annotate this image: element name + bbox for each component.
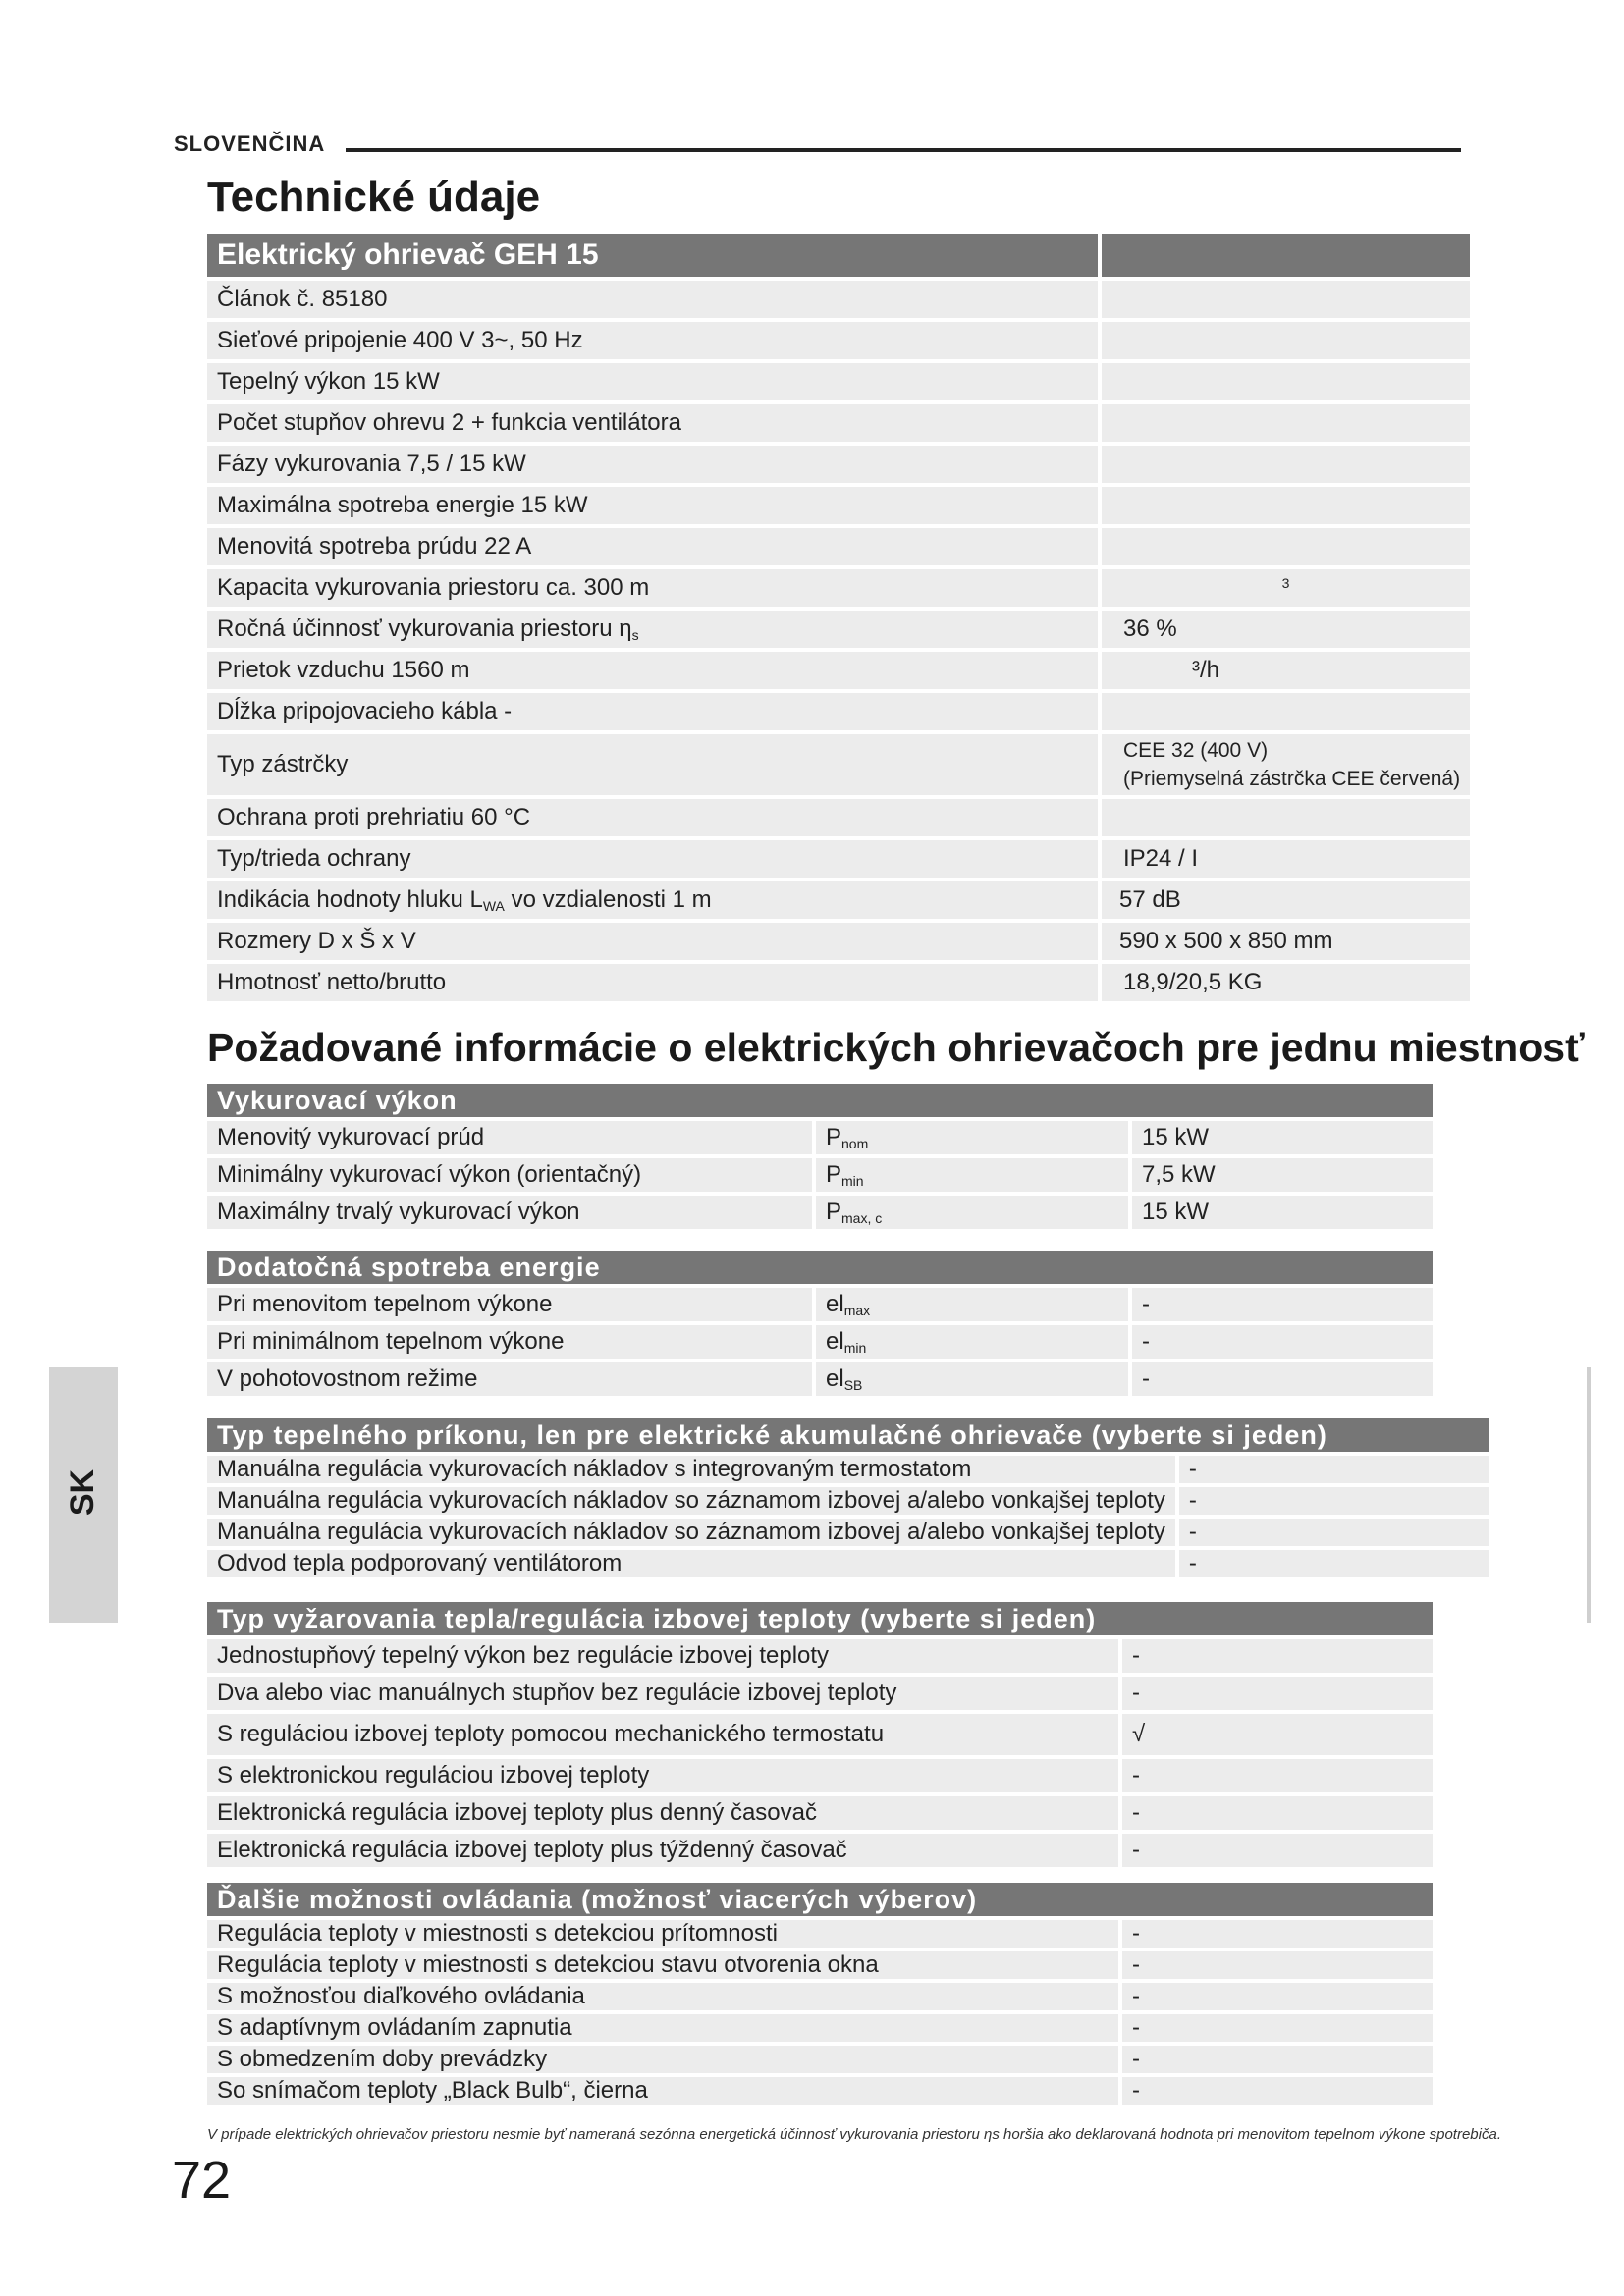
heat-input-type-table <box>207 1418 1489 1581</box>
table-row <box>207 1158 1433 1196</box>
table-row <box>207 1325 1433 1362</box>
table-header-title: Elektrický ohrievač GEH 15 <box>207 234 1098 281</box>
row-value: - <box>1128 1288 1433 1325</box>
table-row <box>207 1714 1433 1759</box>
row-value: - <box>1175 1456 1489 1487</box>
row-label: S adaptívnym ovládaním zapnutia <box>207 2014 1118 2046</box>
table-row <box>207 1196 1433 1233</box>
symbol-subscript: min <box>843 1340 867 1356</box>
table-row <box>207 1288 1433 1325</box>
row-symbol <box>812 1325 1128 1362</box>
heat-input-type-header <box>207 1418 1489 1456</box>
table-row <box>207 1487 1489 1519</box>
check-mark-icon: √ <box>1118 1714 1433 1759</box>
table-row <box>207 487 1470 528</box>
table-row <box>207 652 1470 693</box>
row-label: Regulácia teploty v miestnosti s detekciou prítomnosti <box>207 1920 1118 1951</box>
row-value <box>1098 487 1470 528</box>
table-row <box>207 281 1470 322</box>
row-value: IP24 / I <box>1098 840 1470 881</box>
row-label-text: Ročná účinnosť vykurovania priestoru η <box>217 615 632 642</box>
row-label: Manuálna regulácia vykurovacích nákladov so záznamom izbovej a/alebo vonkajšej teploty <box>207 1487 1175 1519</box>
row-label: Regulácia teploty v miestnosti s detekciou stavu otvorenia okna <box>207 1951 1118 1983</box>
table-row <box>207 569 1470 611</box>
row-label: Tepelný výkon 15 kW <box>207 363 1098 404</box>
aux-consumption-table <box>207 1251 1433 1400</box>
row-value: - <box>1175 1519 1489 1550</box>
row-symbol <box>812 1362 1128 1400</box>
row-symbol <box>812 1121 1128 1158</box>
row-value: - <box>1118 2046 1433 2077</box>
row-value: 15 kW <box>1128 1196 1433 1233</box>
language-side-tab-label <box>49 1463 118 1522</box>
row-value: 590 x 500 x 850 mm <box>1098 923 1470 964</box>
row-value: - <box>1128 1325 1433 1362</box>
row-label: Menovitá spotreba prúdu 22 A <box>207 528 1098 569</box>
row-label: Dĺžka pripojovacieho kábla - <box>207 693 1098 734</box>
row-value: 3 <box>1098 569 1470 611</box>
symbol-subscript: SB <box>843 1377 863 1393</box>
other-control-options-table <box>207 1883 1433 2109</box>
table-row <box>207 322 1470 363</box>
row-value <box>1098 799 1470 840</box>
row-label: Typ zástrčky <box>207 734 1098 799</box>
symbol-text: P <box>826 1124 842 1150</box>
table-header-title: Vykurovací výkon <box>207 1084 1433 1121</box>
section-title-technical: Technické údaje <box>207 173 541 221</box>
table-row <box>207 1639 1433 1677</box>
symbol-text: P <box>826 1199 842 1225</box>
row-value <box>1098 734 1470 799</box>
row-label: Elektronická regulácia izbovej teploty plus denný časovač <box>207 1796 1118 1834</box>
row-value <box>1098 404 1470 446</box>
row-value: ³/h <box>1098 652 1470 693</box>
row-value: 7,5 kW <box>1128 1158 1433 1196</box>
row-label: Manuálna regulácia vykurovacích nákladov so záznamom izbovej a/alebo vonkajšej teploty <box>207 1519 1175 1550</box>
row-value: 15 kW <box>1128 1121 1433 1158</box>
table-row <box>207 2077 1433 2109</box>
row-symbol <box>812 1288 1128 1325</box>
symbol-subscript: max <box>843 1303 871 1318</box>
row-value: - <box>1118 1759 1433 1796</box>
row-value <box>1098 322 1470 363</box>
row-value: - <box>1118 1796 1433 1834</box>
table-header-empty <box>1098 234 1470 281</box>
right-margin-line <box>1587 1367 1591 1623</box>
room-temp-control-table <box>207 1602 1433 1871</box>
table-row <box>207 923 1470 964</box>
row-label: S obmedzením doby prevádzky <box>207 2046 1118 2077</box>
row-label: V pohotovostnom režime <box>207 1362 812 1400</box>
table-row <box>207 693 1470 734</box>
room-temp-control-header <box>207 1602 1433 1639</box>
row-label: Minimálny vykurovací výkon (orientačný) <box>207 1158 812 1196</box>
table-row <box>207 1759 1433 1796</box>
table-row <box>207 1362 1433 1400</box>
row-value: - <box>1118 2014 1433 2046</box>
row-label: Dva alebo viac manuálnych stupňov bez regulácie izbovej teploty <box>207 1677 1118 1714</box>
symbol-text: P <box>826 1161 842 1188</box>
heating-output-header <box>207 1084 1433 1121</box>
other-control-options-header <box>207 1883 1433 1920</box>
table-row <box>207 964 1470 1005</box>
table-row <box>207 799 1470 840</box>
row-value: - <box>1118 1639 1433 1677</box>
row-label: Pri minimálnom tepelnom výkone <box>207 1325 812 1362</box>
row-value: 18,9/20,5 KG <box>1098 964 1470 1005</box>
table-header-title: Ďalšie možnosti ovládania (možnosť viacerých výberov) <box>207 1883 1433 1920</box>
table-row <box>207 363 1470 404</box>
table-row <box>207 1920 1433 1951</box>
row-label: Odvod tepla podporovaný ventilátorom <box>207 1550 1175 1581</box>
symbol-text: el <box>826 1291 844 1317</box>
row-label-subscript: s <box>631 627 639 643</box>
symbol-text: el <box>826 1328 844 1355</box>
table-row <box>207 611 1470 652</box>
row-label: Menovitý vykurovací prúd <box>207 1121 812 1158</box>
row-value: - <box>1118 1920 1433 1951</box>
heating-output-table <box>207 1084 1433 1233</box>
symbol-text: el <box>826 1365 844 1392</box>
symbol-subscript: min <box>841 1173 864 1189</box>
row-label: Ochrana proti prehriatiu 60 °C <box>207 799 1098 840</box>
table-row <box>207 881 1470 923</box>
row-value: - <box>1175 1487 1489 1519</box>
symbol-subscript: nom <box>841 1136 869 1151</box>
row-value: - <box>1118 1951 1433 1983</box>
row-label-subscript: WA <box>482 898 505 914</box>
row-value <box>1098 363 1470 404</box>
footnote: V prípade elektrických ohrievačov priestoru nesmie byť nameraná sezónna energetická účinnosť vykurovania priestoru ηs horšia ako deklarovaná hodnota pri menovitom tepelnom výkone spotrebiča. <box>207 2126 1501 2143</box>
table-row <box>207 1456 1489 1487</box>
table-row <box>207 2046 1433 2077</box>
row-label <box>207 611 1098 652</box>
row-label: So snímačom teploty „Black Bulb“, čierna <box>207 2077 1118 2109</box>
table-row <box>207 1796 1433 1834</box>
row-label: Prietok vzduchu 1560 m <box>207 652 1098 693</box>
table-row <box>207 1519 1489 1550</box>
row-label: Kapacita vykurovania priestoru ca. 300 m <box>207 569 1098 611</box>
table-row <box>207 1951 1433 1983</box>
table-row <box>207 404 1470 446</box>
row-label-text: Indikácia hodnoty hluku L <box>217 886 483 913</box>
symbol-subscript: max, c <box>841 1210 883 1226</box>
row-label: S možnosťou diaľkového ovládania <box>207 1983 1118 2014</box>
row-label: Typ/trieda ochrany <box>207 840 1098 881</box>
technical-table-header <box>207 234 1470 281</box>
row-label: Fázy vykurovania 7,5 / 15 kW <box>207 446 1098 487</box>
row-label: Elektronická regulácia izbovej teploty plus týždenný časovač <box>207 1834 1118 1871</box>
row-value <box>1098 693 1470 734</box>
row-label: Manuálna regulácia vykurovacích nákladov s integrovaným termostatom <box>207 1456 1175 1487</box>
plug-type-note: (Priemyselná zástrčka CEE červená) <box>1123 768 1461 790</box>
row-value: - <box>1118 1983 1433 2014</box>
table-row <box>207 2014 1433 2046</box>
row-label: Maximálny trvalý vykurovací výkon <box>207 1196 812 1233</box>
row-value <box>1098 446 1470 487</box>
table-header-title: Dodatočná spotreba energie <box>207 1251 1433 1288</box>
table-row <box>207 840 1470 881</box>
row-label: S elektronickou reguláciou izbovej teploty <box>207 1759 1118 1796</box>
table-row <box>207 1677 1433 1714</box>
row-value: - <box>1175 1550 1489 1581</box>
section-title-required-info: Požadované informácie o elektrických ohrievačoch pre jednu miestnosť <box>207 1025 1585 1070</box>
table-header-title: Typ vyžarovania tepla/regulácia izbovej teploty (vyberte si jeden) <box>207 1602 1433 1639</box>
header-rule <box>346 148 1461 152</box>
table-row <box>207 528 1470 569</box>
row-label: Pri menovitom tepelnom výkone <box>207 1288 812 1325</box>
row-label: Sieťové pripojenie 400 V 3~, 50 Hz <box>207 322 1098 363</box>
technical-data-table <box>207 234 1470 1005</box>
row-value: - <box>1118 1677 1433 1714</box>
table-row <box>207 1121 1433 1158</box>
row-symbol <box>812 1158 1128 1196</box>
table-row <box>207 1550 1489 1581</box>
row-value: 57 dB <box>1098 881 1470 923</box>
aux-consumption-header <box>207 1251 1433 1288</box>
row-value: - <box>1128 1362 1433 1400</box>
row-symbol <box>812 1196 1128 1233</box>
row-label: Hmotnosť netto/brutto <box>207 964 1098 1005</box>
row-label: Maximálna spotreba energie 15 kW <box>207 487 1098 528</box>
language-label: SLOVENČINA <box>174 132 326 156</box>
row-label <box>207 881 1098 923</box>
table-row <box>207 1834 1433 1871</box>
row-value: - <box>1118 1834 1433 1871</box>
side-tab-text: SK <box>64 1468 102 1516</box>
row-label: Rozmery D x Š x V <box>207 923 1098 964</box>
plug-type-value: CEE 32 (400 V) <box>1123 739 1269 762</box>
row-label: S reguláciou izbovej teploty pomocou mechanického termostatu <box>207 1714 1118 1759</box>
table-header-title: Typ tepelného príkonu, len pre elektrické akumulačné ohrievače (vyberte si jeden) <box>207 1418 1489 1456</box>
row-value <box>1098 528 1470 569</box>
table-row <box>207 446 1470 487</box>
row-value: - <box>1118 2077 1433 2109</box>
table-row <box>207 1983 1433 2014</box>
table-row <box>207 734 1470 799</box>
row-value: 36 % <box>1098 611 1470 652</box>
row-value <box>1098 281 1470 322</box>
row-label: Článok č. 85180 <box>207 281 1098 322</box>
page-number: 72 <box>172 2151 232 2210</box>
row-label-suffix: vo vzdialenosti 1 m <box>504 886 712 913</box>
row-label: Jednostupňový tepelný výkon bez regulácie izbovej teploty <box>207 1639 1118 1677</box>
row-label: Počet stupňov ohrevu 2 + funkcia ventilátora <box>207 404 1098 446</box>
